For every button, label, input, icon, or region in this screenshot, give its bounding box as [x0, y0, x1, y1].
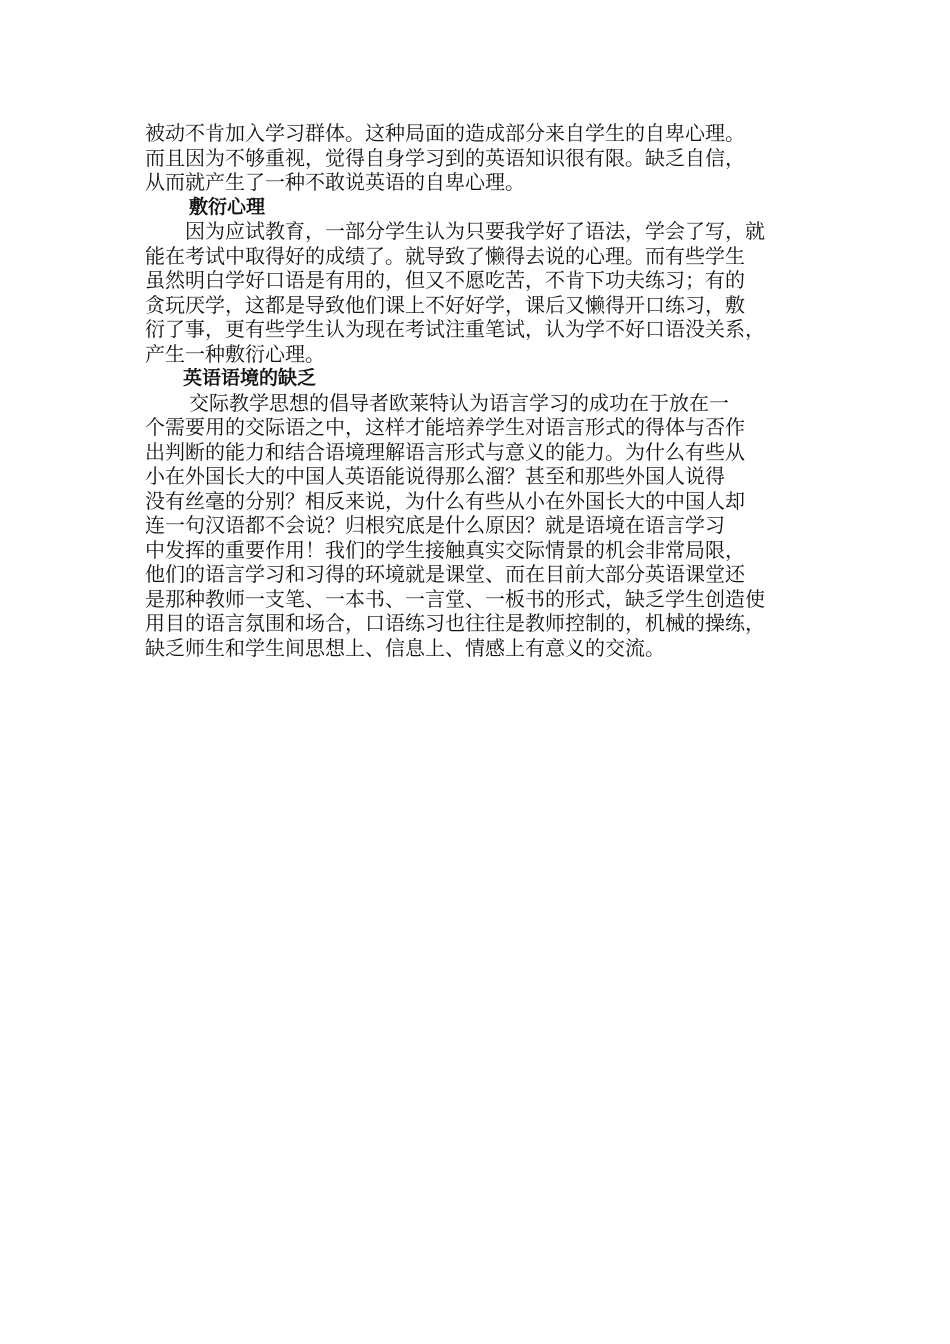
paragraph-line: 贪玩厌学，这都是导致他们课上不好好学，课后又懒得开口练习，敷: [145, 292, 745, 317]
section-heading-context-lack: 英语语境的缺乏: [183, 367, 317, 389]
paragraph-line: 他们的语言学习和习得的环境就是课堂、而在目前大部分英语课堂还: [145, 562, 745, 586]
paragraph-line: 出判断的能力和结合语境理解语言形式与意义的能力。为什么有些从: [145, 439, 745, 464]
paragraph-line: 用目的语言氛围和场合，口语练习也往往是教师控制的，机械的操练，: [145, 611, 765, 635]
paragraph-line: 是那种教师一支笔、一本书、一言堂、一板书的形式，缺乏学生创造使: [145, 586, 765, 611]
paragraph-line: 交际教学思想的倡导者欧莱特认为语言学习的成功在于放在一: [189, 390, 729, 415]
paragraph-line: 从而就产生了一种不敢说英语的自卑心理。: [145, 170, 525, 194]
paragraph-line: 个需要用的交际语之中，这样才能培养学生对语言形式的得体与否作: [145, 415, 745, 439]
paragraph-line: 产生一种敷衍心理。: [145, 341, 325, 366]
document-body: [145, 121, 835, 660]
paragraph-line: 小在外国长大的中国人英语能说得那么溜？甚至和那些外国人说得: [145, 464, 725, 488]
paragraph-line: 衍了事，更有些学生认为现在考试注重笔试，认为学不好口语没关系，: [145, 317, 765, 341]
paragraph-line: 能在考试中取得好的成绩了。就导致了懒得去说的心理。而有些学生: [145, 243, 745, 268]
paragraph-line: 连一句汉语都不会说？归根究底是什么原因？就是语境在语言学习: [145, 513, 725, 537]
paragraph-line: 中发挥的重要作用！我们的学生接触真实交际情景的机会非常局限，: [145, 537, 745, 562]
section-heading-perfunctory: 敷衍心理: [189, 195, 266, 218]
paragraph-line: 虽然明白学好口语是有用的，但又不愿吃苦，不肯下功夫练习；有的: [145, 268, 745, 292]
paragraph-line: 因为应试教育，一部分学生认为只要我学好了语法，学会了写，就: [185, 219, 765, 243]
paragraph-line: 而且因为不够重视，觉得自身学习到的英语知识很有限。缺乏自信，: [145, 145, 745, 170]
paragraph-line: 没有丝毫的分别？相反来说，为什么有些从小在外国长大的中国人却: [145, 488, 745, 513]
paragraph-line: 缺乏师生和学生间思想上、信息上、情感上有意义的交流。: [145, 635, 665, 660]
paragraph-line: 被动不肯加入学习群体。这种局面的造成部分来自学生的自卑心理。: [145, 121, 745, 145]
